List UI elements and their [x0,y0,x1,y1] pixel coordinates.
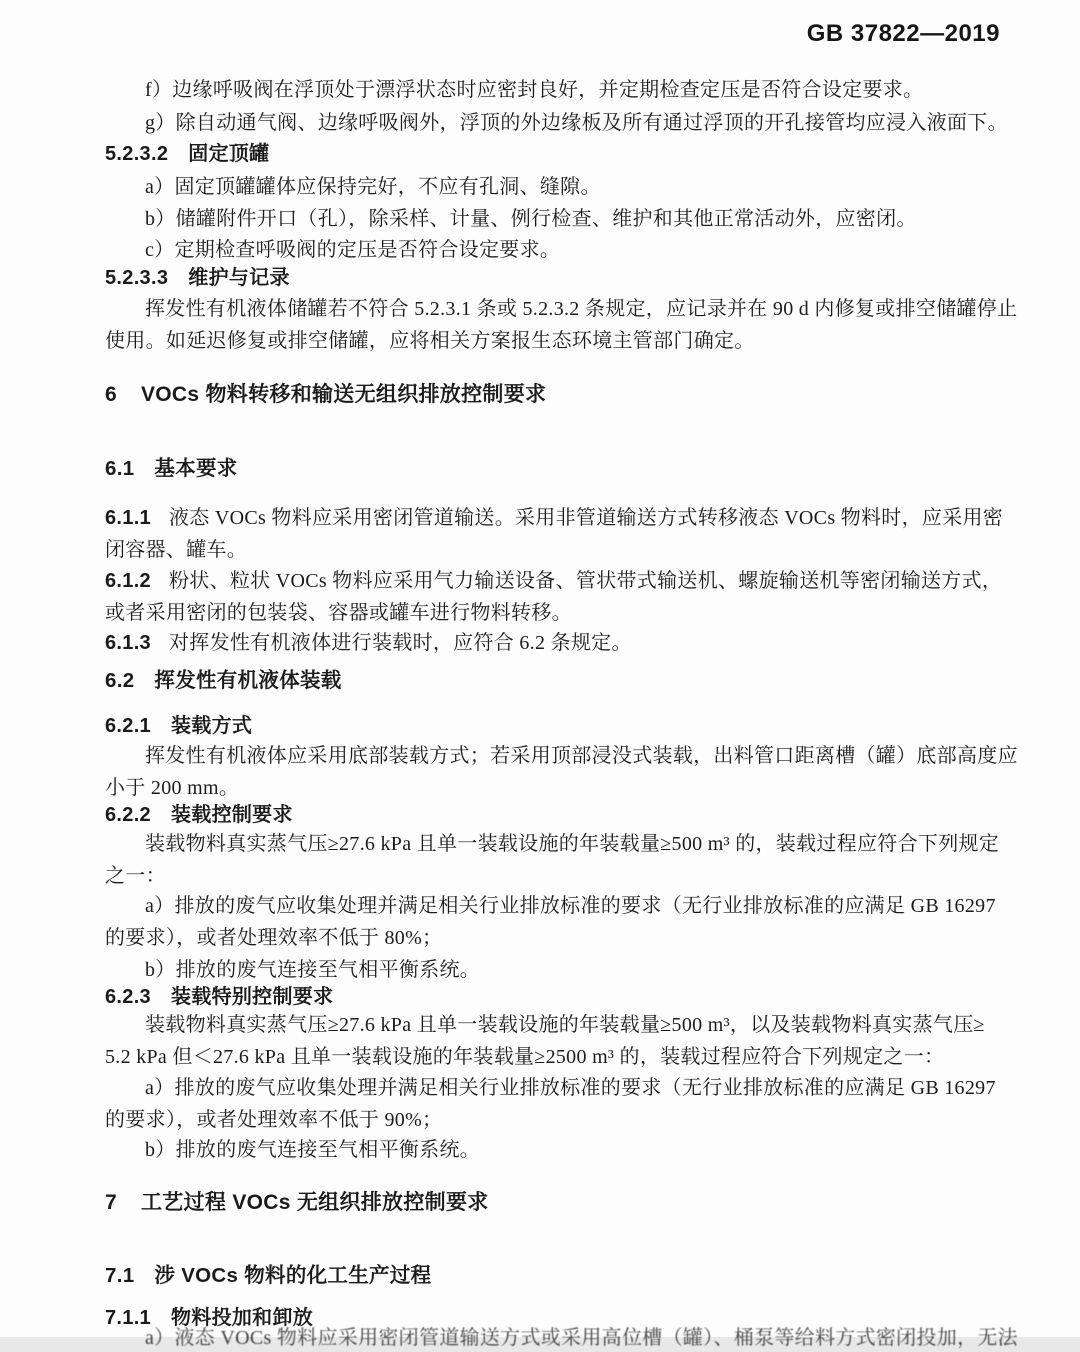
clause-heading-6-2-2 [105,801,293,829]
subsection-number: 6.2 [105,669,135,692]
clause-title: 装载控制要求 [170,804,293,826]
subsection-heading-6-1 [105,455,238,483]
list-item-b: b）储罐附件开口（孔），除采样、计量、例行检查、维护和其他正常活动外，应密闭。 [145,208,917,230]
paragraph-line: 挥发性有机液体应采用底部装载方式；若采用顶部浸没式装载，出料管口距离槽（罐）底部高度应 [145,745,1018,767]
paragraph-line: 装载物料真实蒸气压≥27.6 kPa 且单一装载设施的年装载量≥500 m³，以及装载物料真实蒸气压≥ [145,1014,985,1036]
paragraph-line: 的要求），或者处理效率不低于 80%； [105,927,443,949]
list-item-c: c）定期检查呼吸阀的定压是否符合设定要求。 [145,239,561,261]
clause-number: 5.2.3.2 [105,143,169,165]
subsection-title: 涉 VOCs 物料的化工生产过程 [154,1264,432,1287]
section-heading-6 [105,381,546,409]
clause-heading-6-2-3 [105,983,333,1011]
paragraph-line: 或者采用密闭的包装袋、容器或罐车进行物料转移。 [105,602,572,624]
clause-heading-5-2-3-3 [105,264,290,292]
clause-6-1-1 [105,504,1003,532]
paragraph-line: 5.2 kPa 但＜27.6 kPa 且单一装载设施的年装载量≥2500 m³ 的，装载过程应符合下列规定之一： [105,1046,945,1068]
list-item-a: a）固定顶罐罐体应保持完好，不应有孔洞、缝隙。 [145,176,601,198]
section-number: 7 [105,1191,117,1214]
clause-text: 液态 VOCs 物料应采用密闭管道输送。采用非管道输送方式转移液态 VOCs 物料时，应采用密 [168,507,1004,529]
list-item-a: a）排放的废气应收集处理并满足相关行业排放标准的要求（无行业排放标准的应满足 GB 16297 [145,895,996,917]
paragraph-line: 之一： [105,865,166,887]
clause-title: 物料投加和卸放 [170,1307,314,1329]
clause-heading-6-2-1 [105,712,252,740]
standard-number: GB 37822—2019 [806,20,1000,47]
subsection-heading-6-2 [105,667,342,695]
paragraph-line: 的要求），或者处理效率不低于 90%； [105,1109,443,1131]
clause-text: 粉状、粒状 VOCs 物料应采用气力输送设备、管状带式输送机、螺旋输送机等密闭输送方式， [168,570,1003,592]
list-item-f: f）边缘呼吸阀在浮顶处于漂浮状态时应密封良好，并定期检查定压是否符合设定要求。 [145,79,924,101]
clause-number: 6.1.3 [105,632,151,654]
clause-number: 6.1.1 [105,507,151,529]
section-number: 6 [105,383,117,406]
subsection-heading-7-1 [105,1262,431,1290]
clause-6-1-3 [105,629,632,657]
clause-title: 固定顶罐 [188,143,270,165]
clause-title: 装载特别控制要求 [170,986,334,1008]
paragraph-line: 使用。如延迟修复或排空储罐，应将相关方案报生态环境主管部门确定。 [105,330,755,352]
section-title: 工艺过程 VOCs 无组织排放控制要求 [140,1191,489,1214]
clause-number: 6.1.2 [105,570,151,592]
list-item-b: b）排放的废气连接至气相平衡系统。 [145,959,481,981]
clause-heading-5-2-3-2 [105,140,269,168]
clause-number: 6.2.2 [105,804,151,826]
clause-number: 7.1.1 [105,1307,151,1329]
clause-number: 6.2.3 [105,986,151,1008]
clause-number: 6.2.1 [105,715,151,737]
subsection-title: 挥发性有机液体装载 [154,669,342,692]
clause-number: 5.2.3.3 [105,267,169,289]
clause-text: 对挥发性有机液体进行装载时，应符合 6.2 条规定。 [168,632,632,654]
list-item-a: a）排放的废气应收集处理并满足相关行业排放标准的要求（无行业排放标准的应满足 GB 16297 [145,1077,996,1099]
subsection-number: 6.1 [105,457,135,480]
clause-6-1-2 [105,567,1002,595]
section-heading-7 [105,1189,489,1217]
paragraph-line: 闭容器、罐车。 [105,539,248,561]
list-item-a-cutoff: a）液态 VOCs 物料应采用密闭管道输送方式或采用高位槽（罐）、桶泵等给料方式密闭投加，无法 [145,1327,1018,1349]
paragraph-line: 小于 200 mm。 [105,777,240,799]
subsection-number: 7.1 [105,1264,135,1287]
list-item-b: b）排放的废气连接至气相平衡系统。 [145,1139,481,1161]
clause-title: 装载方式 [170,715,253,737]
paragraph-line: 装载物料真实蒸气压≥27.6 kPa 且单一装载设施的年装载量≥500 m³ 的，装载过程应符合下列规定 [145,833,1000,855]
subsection-title: 基本要求 [154,457,238,480]
paragraph-line: 挥发性有机液体储罐若不符合 5.2.3.1 条或 5.2.3.2 条规定，应记录并在 90 d 内修复或排空储罐停止 [145,298,1018,320]
section-title: VOCs 物料转移和输送无组织排放控制要求 [140,383,547,406]
list-item-g: g）除自动通气阀、边缘呼吸阀外，浮顶的外边缘板及所有通过浮顶的开孔接管均应浸入液面下。 [145,112,1008,134]
clause-title: 维护与记录 [188,267,290,289]
